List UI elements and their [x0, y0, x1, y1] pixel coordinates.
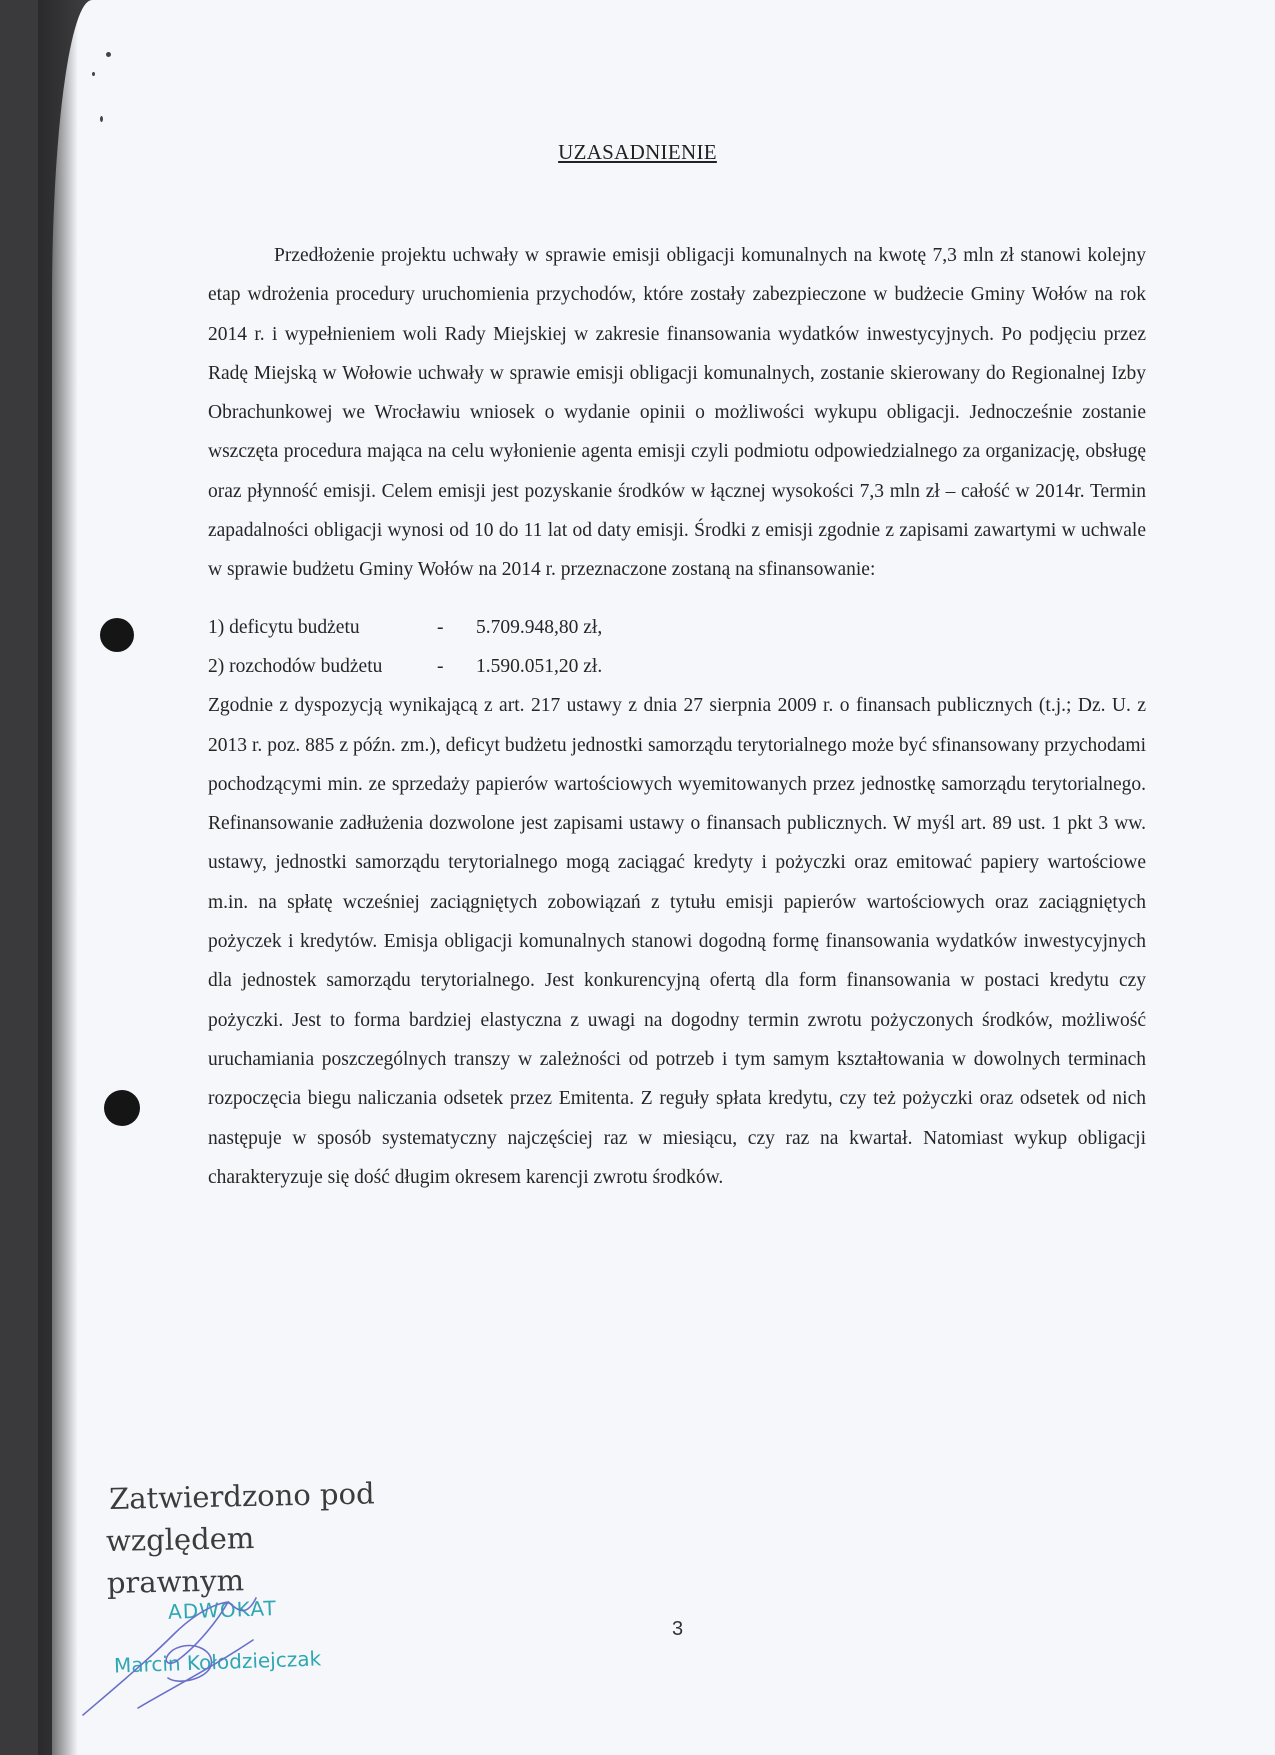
list-item-dash: -	[437, 655, 444, 677]
page-number: 3	[672, 1618, 684, 1640]
scan-speck	[100, 116, 103, 122]
scan-speck	[92, 72, 95, 76]
document-body	[208, 236, 1146, 1197]
stamp-line-1: Zatwierdzono pod	[108, 1476, 375, 1516]
punch-hole	[100, 618, 134, 652]
document-title: UZASADNIENIE	[558, 140, 717, 164]
list-item-dash: -	[437, 616, 444, 638]
list-item	[208, 647, 1146, 686]
list-item	[208, 608, 1146, 647]
approval-stamp	[105, 1472, 392, 1604]
stamp-line-2: względem prawnym	[105, 1520, 255, 1601]
advocate-name: Marcin Kołodziejczak	[113, 1646, 322, 1678]
intro-paragraph: Przedłożenie projektu uchwały w sprawie emisji obligacji komunalnych na kwotę 7,3 mln zł stanowi kolejny etap wdrożenia procedury uruchomienia przychodów, które zostały zabezpieczone w budżecie Gminy Wołów na rok 2014 r. i wypełnieniem woli Rady Miejskiej w zakresie finansowania wydatków inwestycyjnych. Po podjęciu przez Radę Miejską w Wołowie uchwały w sprawie emisji obligacji komunalnych, zostanie skierowany do Regionalnej Izby Obrachunkowej we Wrocławiu wniosek o wydanie opinii o możliwości wykupu obligacji. Jednocześnie zostanie wszczęta procedura mająca na celu wyłonienie agenta emisji czyli podmiotu odpowiedzialnego za organizację, obsługę oraz płynność emisji. Celem emisji jest pozyskanie środków w łącznej wysokości 7,3 mln zł – całość w 2014r. Termin zapadalności obligacji wynosi od 10 do 11 lat od daty emisji. Środki z emisji zgodnie z zapisami zawartymi w uchwale w sprawie budżetu Gminy Wołów na 2014 r. przeznaczone zostaną na sfinansowanie:	[208, 245, 1146, 581]
list-item-label: 1) deficytu budżetu	[208, 616, 360, 638]
main-paragraph: Zgodnie z dyspozycją wynikającą z art. 217 ustawy z dnia 27 sierpnia 2009 r. o finansach publicznych (t.j.; Dz. U. z 2013 r. poz. 885 z późn. zm.), deficyt budżetu jednostki samorządu terytorialnego może być sfinansowany przychodami pochodzącymi min. ze sprzedaży papierów wartościowych wyemitowanych przez jednostkę samorządu terytorialnego. Refinansowanie zadłużenia dozwolone jest zapisami ustawy o finansach publicznych. W myśl art. 89 ust. 1 pkt 3 ww. ustawy, jednostki samorządu terytorialnego mogą zaciągać kredyty i pożyczki oraz emitować papiery wartościowe m.in. na spłatę wcześniej zaciągniętych zobowiązań z tytułu emisji papierów wartościowych oraz zaciągniętych pożyczek i kredytów. Emisja obligacji komunalnych stanowi dogodną formę finansowania wydatków inwestycyjnych dla jednostek samorządu terytorialnego. Jest konkurencyjną ofertą dla form finansowania w postaci kredytu czy pożyczki. Jest to forma bardziej elastyczna z uwagi na dogodny termin zwrotu pożyczonych środków, możliwość uruchamiania poszczególnych transzy w zależności od potrzeb i tym samym kształtowania w dowolnych terminach rozpoczęcia biegu naliczania odsetek przez Emitenta. Z reguły spłata kredytu, czy też pożyczki oraz odsetek od nich następuje w sposób systematyczny najczęściej raz w miesiącu, czy raz na kwartał. Natomiast wykup obligacji charakteryzuje się dość długim okresem karencji zwrotu środków.	[208, 695, 1146, 1188]
handwritten-signature	[78, 1590, 318, 1720]
advocate-role: ADWOKAT	[167, 1596, 278, 1624]
list-item-label: 2) rozchodów budżetu	[208, 655, 383, 677]
list-item-amount: 1.590.051,20 zł.	[476, 655, 603, 677]
list-item-amount: 5.709.948,80 zł,	[476, 616, 603, 638]
scan-speck	[106, 52, 111, 57]
punch-hole	[104, 1090, 140, 1126]
